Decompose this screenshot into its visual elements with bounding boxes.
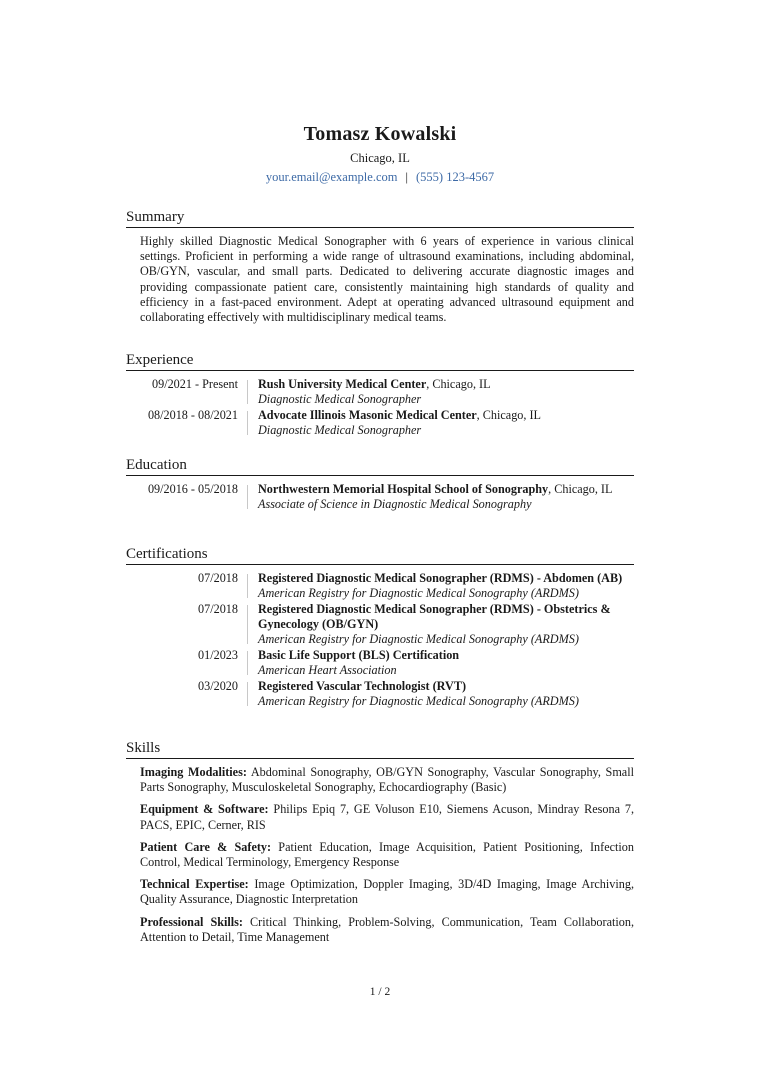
skill-group [140, 915, 634, 945]
entry-role: Diagnostic Medical Sonographer [258, 392, 422, 406]
skill-group [140, 840, 634, 870]
section-title-education: Education [126, 456, 634, 476]
candidate-location: Chicago, IL [350, 151, 410, 165]
certification-entry [126, 571, 634, 601]
contact-separator: | [405, 170, 408, 184]
skill-list: Patient Education, Image Acquisition, Patient Positioning, Infection Control, Medical Terminology, Emergency Response [140, 839, 634, 870]
skill-group [140, 765, 634, 795]
page-number: 1 / 2 [369, 986, 391, 998]
certification-issuer: American Registry for Diagnostic Medical Sonography (ARDMS) [258, 586, 579, 600]
entry-location: , Chicago, IL [426, 377, 491, 391]
skill-label: Equipment & Software: [140, 802, 269, 817]
skills-section [126, 739, 634, 945]
skill-list: Abdominal Sonography, OB/GYN Sonography, Vascular Sonography, Small Parts Sonography, Musculoskeletal Sonography, Echocardiography (Basic) [140, 765, 634, 795]
certification-name: Registered Diagnostic Medical Sonographer (RDMS) - Abdomen (AB) [258, 571, 623, 585]
entry-role: Diagnostic Medical Sonographer [258, 423, 422, 437]
entry-date: 01/2023 [198, 648, 238, 662]
summary-section [126, 208, 634, 325]
certification-entry [126, 679, 634, 709]
experience-entry [126, 377, 634, 407]
section-title-summary: Summary [126, 208, 634, 228]
experience-section [126, 351, 634, 438]
certifications-section [126, 545, 634, 709]
skill-list: Critical Thinking, Problem-Solving, Communication, Team Collaboration, Attention to Detail, Time Management [140, 914, 634, 944]
section-title-skills: Skills [126, 739, 634, 759]
certification-name: Registered Diagnostic Medical Sonographer (RDMS) - Obstetrics & Gynecology (OB/GYN) [258, 602, 611, 631]
entry-organization: Rush University Medical Center [258, 377, 427, 391]
contact-line [0, 170, 760, 185]
skill-group [140, 802, 634, 832]
certification-name: Basic Life Support (BLS) Certification [258, 648, 460, 662]
entry-organization: Northwestern Memorial Hospital School of Sonography [258, 482, 549, 496]
entry-degree: Associate of Science in Diagnostic Medical Sonography [258, 497, 532, 511]
skill-label: Technical Expertise: [140, 877, 249, 892]
summary-text: Highly skilled Diagnostic Medical Sonographer with 6 years of experience in various clinical settings. Proficient in performing a wide range of ultrasound examinations, including abdominal, OB/GYN, vascular, and small parts. Dedicated to delivering accurate diagnostic images and providing compassionate patient care, consistently maintaining high standards of quality and efficiency in a fast-paced environment. Adept at operating advanced ultrasound equipment and collaborating effectively with multidisciplinary medical teams. [140, 234, 634, 325]
phone-link[interactable]: (555) 123-4567 [416, 170, 495, 184]
entry-date: 09/2021 - Present [152, 377, 238, 391]
skill-label: Imaging Modalities: [140, 765, 247, 779]
skill-list: Image Optimization, Doppler Imaging, 3D/4D Imaging, Image Archiving, Quality Assurance, Diagnostic Interpretation [140, 877, 634, 907]
certification-issuer: American Registry for Diagnostic Medical Sonography (ARDMS) [258, 694, 579, 708]
section-title-certifications: Certifications [126, 545, 634, 565]
skill-list: Philips Epiq 7, GE Voluson E10, Siemens Acuson, Mindray Resona 7, PACS, EPIC, Cerner, RIS [140, 802, 634, 832]
candidate-name: Tomasz Kowalski [303, 123, 457, 145]
experience-entry [126, 408, 634, 438]
entry-date: 07/2018 [198, 602, 238, 616]
entry-location: , Chicago, IL [548, 482, 613, 496]
section-title-experience: Experience [126, 351, 634, 371]
entry-date: 08/2018 - 08/2021 [147, 408, 238, 422]
skill-label: Patient Care & Safety: [140, 839, 272, 854]
certification-issuer: American Registry for Diagnostic Medical Sonography (ARDMS) [258, 632, 579, 646]
certification-issuer: American Heart Association [258, 663, 397, 677]
certification-entry [126, 602, 634, 647]
certification-name: Registered Vascular Technologist (RVT) [258, 679, 467, 693]
skill-group [140, 877, 634, 907]
entry-location: , Chicago, IL [476, 408, 541, 422]
entry-date: 09/2016 - 05/2018 [147, 482, 238, 496]
email-link[interactable]: your.email@example.com [265, 170, 398, 184]
skill-label: Professional Skills: [140, 914, 243, 929]
certification-entry [126, 648, 634, 678]
entry-date: 03/2020 [198, 679, 238, 693]
entry-date: 07/2018 [198, 571, 238, 585]
entry-organization: Advocate Illinois Masonic Medical Center [258, 408, 477, 422]
resume-header [0, 122, 760, 185]
education-section [126, 456, 634, 512]
education-entry [126, 482, 634, 512]
